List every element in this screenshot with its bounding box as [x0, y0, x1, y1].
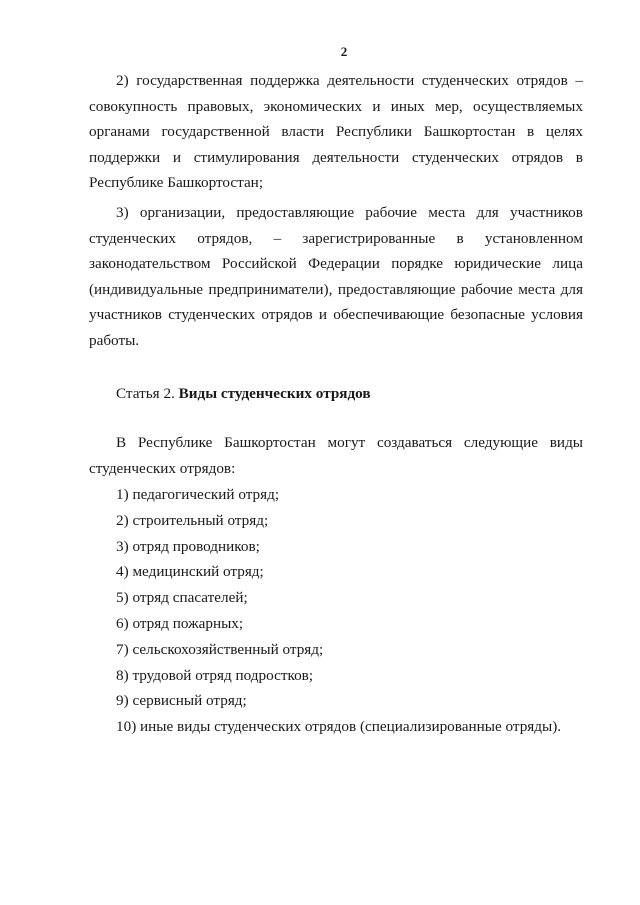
text-line — [89, 302, 583, 328]
word: деятельности — [327, 72, 415, 89]
word: установленном — [484, 229, 583, 247]
text-line — [89, 94, 583, 120]
word: деятельности — [312, 148, 400, 166]
text-line: студенческих отрядов: — [89, 459, 236, 477]
word: предприниматели), — [208, 280, 333, 298]
word: отрядов, — [197, 229, 253, 247]
word: отрядов — [261, 306, 313, 324]
word: Российской — [221, 255, 297, 273]
text-line — [89, 68, 583, 94]
word: и — [372, 97, 381, 115]
word: 2) — [116, 72, 129, 89]
word: отрядов — [511, 148, 564, 166]
word: рабочие — [365, 204, 418, 221]
text-line — [89, 145, 583, 171]
text-line — [89, 277, 583, 303]
text-line: работы. — [89, 331, 140, 349]
word: поддержка — [250, 72, 320, 89]
text-line — [89, 200, 583, 226]
word: для — [476, 204, 499, 221]
word: рабочие — [460, 280, 513, 298]
word: могут — [327, 434, 366, 451]
word: в — [575, 148, 583, 166]
detachment-types-list — [116, 482, 561, 740]
word: 3) — [116, 204, 129, 221]
list-item: 1) педагогический отряд; — [116, 486, 280, 503]
word: осуществляемых — [472, 97, 583, 115]
list-item: 5) отряд спасателей; — [116, 589, 248, 607]
word: лица — [552, 255, 583, 273]
list-item: 3) отряд проводников; — [116, 537, 260, 555]
word: власти — [281, 123, 325, 141]
word: законодательством — [89, 255, 211, 273]
word: В — [116, 434, 127, 451]
paragraph-state-support — [89, 68, 583, 196]
word: отрядов — [516, 72, 568, 89]
word: – — [273, 229, 282, 247]
word: порядке — [391, 255, 443, 273]
text-line — [89, 430, 583, 456]
word: в — [456, 229, 464, 247]
list-item: 4) медицинский отряд; — [116, 563, 264, 581]
word: в — [527, 123, 535, 141]
word: государственная — [136, 72, 243, 89]
word: юридические — [454, 255, 542, 273]
word: и — [318, 306, 328, 324]
word: студенческих — [89, 229, 177, 247]
word: студенческих — [421, 72, 509, 89]
word: места — [518, 280, 556, 298]
word: экономических — [263, 97, 363, 115]
word: студенческих — [412, 148, 500, 166]
word: – — [575, 72, 583, 89]
list-item: 7) сельскохозяйственный отряд; — [116, 640, 324, 658]
word: участников — [89, 306, 162, 324]
word: организации, — [139, 204, 226, 221]
word: зарегистрированные — [302, 229, 436, 247]
word: органами — [89, 123, 150, 141]
word: Башкортостан — [224, 434, 316, 451]
word: создаваться — [376, 434, 453, 451]
word: виды — [549, 434, 583, 451]
word: безопасные — [450, 306, 525, 324]
word: места — [428, 204, 466, 221]
word: Республики — [335, 123, 413, 141]
word: Республике — [137, 434, 213, 451]
paragraph-organizations — [89, 200, 583, 354]
text-line: Республике Башкортостан; — [89, 174, 264, 192]
article-heading — [116, 381, 371, 407]
word: предоставляющие — [236, 204, 355, 221]
word: целях — [545, 123, 583, 141]
word: Башкортостан — [423, 123, 516, 141]
text-line — [89, 251, 583, 277]
word: студенческих — [168, 306, 256, 324]
list-item: 8) трудовой отряд подростков; — [116, 666, 314, 684]
paragraph-intro — [89, 430, 583, 481]
word: (индивидуальные — [89, 280, 204, 298]
word: предоставляющие — [337, 280, 456, 298]
word: иных — [390, 97, 425, 115]
list-item: 2) строительный отряд; — [116, 511, 269, 529]
word: правовых, — [187, 97, 254, 115]
list-item: 6) отряд пожарных; — [116, 614, 244, 632]
word: стимулирования — [193, 148, 300, 166]
page-number: 2 — [340, 44, 348, 59]
word: обеспечивающие — [333, 306, 445, 324]
word: поддержки — [89, 148, 161, 166]
text-line — [89, 119, 583, 145]
list-item: 9) сервисный отряд; — [116, 692, 247, 710]
article-title: Виды студенческих отрядов — [178, 385, 371, 402]
word: участников — [509, 204, 583, 221]
list-item: 10) иные виды студенческих отрядов (специализированные отряды). — [116, 718, 562, 736]
word: государственной — [161, 123, 270, 141]
word: и — [172, 148, 181, 166]
word: совокупность — [89, 97, 178, 115]
word: Федерации — [308, 255, 380, 273]
text-line — [89, 226, 583, 252]
word: следующие — [463, 434, 538, 451]
word: условия — [531, 306, 583, 324]
word: мер, — [434, 97, 463, 115]
word: для — [560, 280, 583, 298]
article-prefix: Статья 2. — [116, 385, 175, 402]
